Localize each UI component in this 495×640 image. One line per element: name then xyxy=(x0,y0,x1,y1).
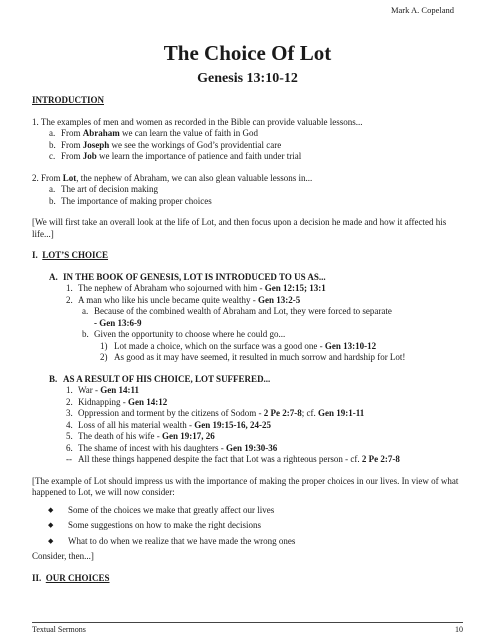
section-1b-item-4: 4. Loss of all his material wealth - Gen 19:15-16, 24-25 xyxy=(66,419,271,430)
document-body xyxy=(32,95,462,584)
intro-heading: INTRODUCTION xyxy=(32,95,105,105)
section-1a-sub-b-1: 1) Lot made a choice, which on the surface was a good one - Gen 13:10-12 xyxy=(100,340,377,351)
section-1b-heading: B. AS A RESULT OF HIS CHOICE, LOT SUFFERED... xyxy=(49,373,271,384)
intro-bracket-note: [We will first take an overall look at the life of Lot, and then focus upon a decision he made and how it affected his life...] xyxy=(32,217,447,239)
diamond-bullet-icon: ◆ xyxy=(48,521,54,529)
diamond-bullet-icon: ◆ xyxy=(48,536,54,545)
footer-series-title: Textual Sermons xyxy=(32,625,86,634)
intro-point-1 xyxy=(32,117,462,129)
section-1a-item-1: 1. The nephew of Abraham who sojourned with him - Gen 12:15; 13:1 xyxy=(66,283,326,293)
section-1b-item-summary: -- All these things happened despite the fact that Lot was a righteous person - cf. 2 Pe 2:7-8 xyxy=(66,454,400,464)
section-2-heading: II. OUR CHOICES xyxy=(32,572,110,583)
page-title: The Choice Of Lot xyxy=(163,41,332,65)
page-subtitle: Genesis 13:10-12 xyxy=(197,71,298,86)
intro-point-2: 2. From Lot, the nephew of Abraham, we can also glean valuable lessons in... xyxy=(32,172,313,183)
section-1a-sub-b-2: 2) As good as it may have seemed, it resulted in much sorrow and hardship for Lot! xyxy=(100,352,406,362)
intro-item-b: b. From Joseph we see the workings of God’s providential care xyxy=(49,139,282,150)
intro-item-2b: b. The importance of making proper choices xyxy=(49,195,212,206)
transition-bullet-3: ◆ What to do when we realize that we have made the wrong ones xyxy=(48,535,296,546)
section-1a-sub-a-ref: - Gen 13:6-9 xyxy=(94,317,142,328)
intro-item-c: c. From Job we learn the importance of patience and faith under trial xyxy=(49,151,302,161)
intro-point-1-text: The examples of men and women as recorded in the Bible can provide valuable lessons... xyxy=(40,116,363,127)
intro-point-1-num: 1. xyxy=(32,116,39,127)
intro-item-a: a. From Abraham we can learn the value of faith in God xyxy=(49,128,258,138)
section-1-heading: I. LOT’S CHOICE xyxy=(32,250,109,260)
section-1b-item-2: 2. Kidnapping - Gen 14:12 xyxy=(66,396,168,407)
transition-note: [The example of Lot should impress us with the importance of making the proper choices in our lives. In view of what happened to Lot, we will now consider: xyxy=(32,475,459,497)
section-1b-item-3: 3. Oppression and torment by the citizens of Sodom - 2 Pe 2:7-8; cf. Gen 19:1-11 xyxy=(66,408,365,418)
section-1b-item-6: 6. The shame of incest with his daughters - Gen 19:30-36 xyxy=(66,442,278,453)
diamond-bullet-icon: ◆ xyxy=(48,505,54,514)
page-number: 10 xyxy=(455,625,463,634)
transition-bullet-2: ◆ Some suggestions on how to make the right decisions xyxy=(48,520,261,530)
footer-divider xyxy=(32,622,463,623)
transition-closing: Consider, then...] xyxy=(32,551,94,561)
section-1a-heading: A. IN THE BOOK OF GENESIS, LOT IS INTRODUCED TO US AS... xyxy=(49,271,326,282)
section-1a-sub-a: a. Because of the combined wealth of Abraham and Lot, they were forced to separate xyxy=(82,306,392,316)
section-1a-item-2: 2. A man who like his uncle became quite wealthy - Gen 13:2-5 xyxy=(66,294,301,305)
transition-bullet-1: ◆ Some of the choices we make that greatly affect our lives xyxy=(48,504,275,515)
intro-item-2a: a. The art of decision making xyxy=(49,184,158,194)
section-1b-item-5: 5. The death of his wife - Gen 19:17, 26 xyxy=(66,431,215,441)
section-1a-sub-b: b. Given the opportunity to choose where he could go... xyxy=(82,329,286,339)
author-name: Mark A. Copeland xyxy=(390,5,454,15)
section-1b-item-1: 1. War - Gen 14:11 xyxy=(66,385,140,395)
